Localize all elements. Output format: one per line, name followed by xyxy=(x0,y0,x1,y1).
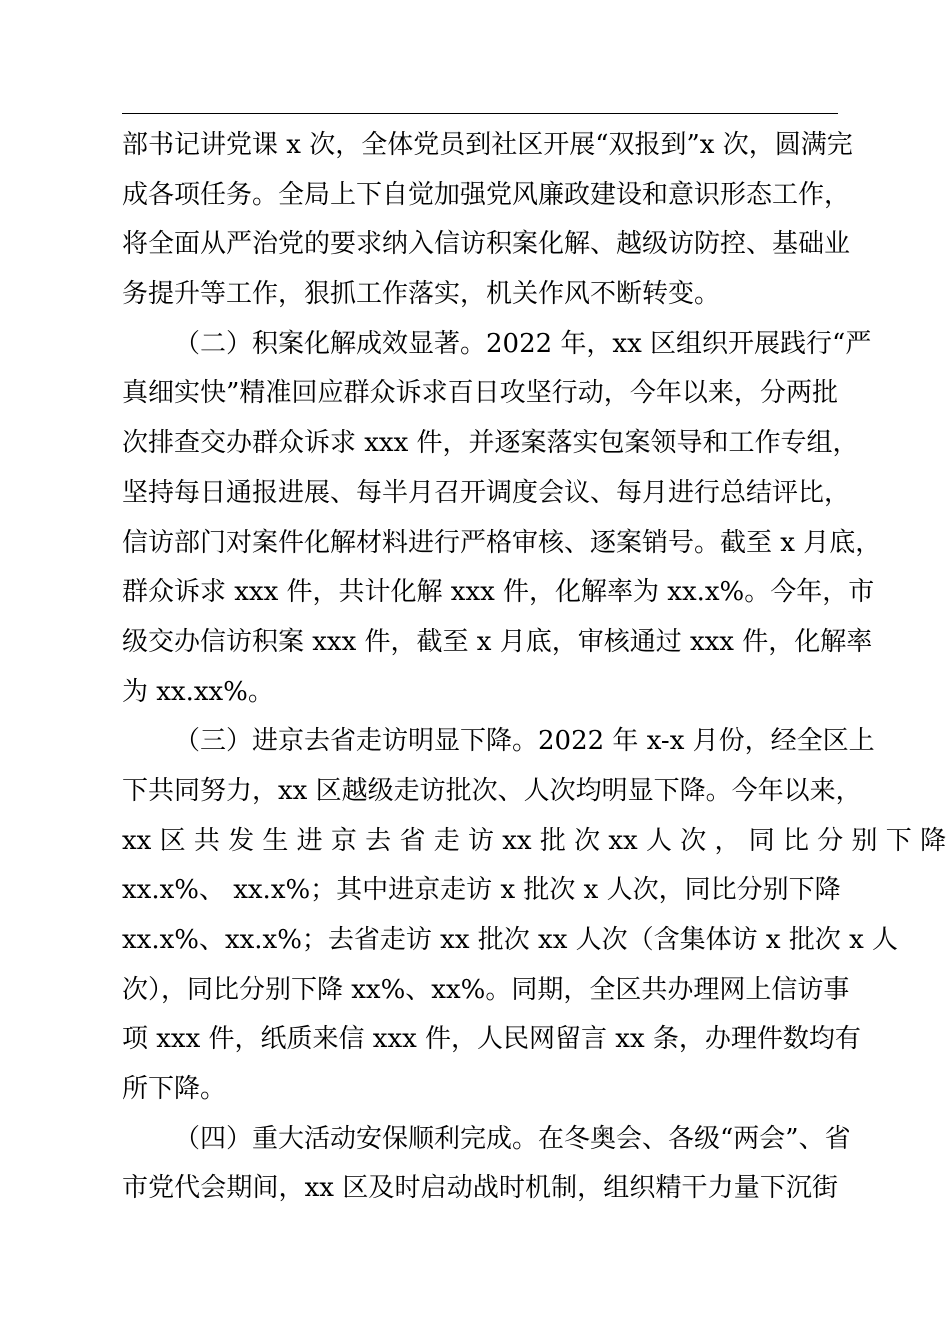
text-line: 所下降。 xyxy=(122,1074,227,1105)
section-heading-2: （二）积案化解成效显著。2022 年，xx 区组织开展践行“严 xyxy=(174,328,872,359)
header-rule xyxy=(122,113,838,114)
section-heading-3: （三）进京去省走访明显下降。2022 年 x-x 月份，经全区上 xyxy=(174,726,875,757)
text-line: xx 区 共 发 生 进 京 去 省 走 访 xx 批 次 xx 人 次 ， 同 比 分 别 下 降 xyxy=(122,825,947,856)
text-line: 市党代会期间，xx 区及时启动战时机制，组织精干力量下沉街 xyxy=(122,1173,838,1204)
text-line: 部书记讲党课 x 次，全体党员到社区开展“双报到”x 次，圆满完 xyxy=(122,130,853,160)
text-line: 下共同努力，xx 区越级走访批次、人次均明显下降。今年以来， xyxy=(122,775,862,806)
text-line: 为 xx.xx%。 xyxy=(122,676,274,707)
text-line: 项 xxx 件，纸质来信 xxx 件，人民网留言 xx 条，办理件数均有 xyxy=(122,1024,861,1055)
body-text xyxy=(122,124,947,1217)
text-line: xx.x%、 xx.x%；其中进京走访 x 批次 x 人次，同比分别下降 xyxy=(122,875,841,906)
text-line: 级交办信访积案 xxx 件，截至 x 月底，审核通过 xxx 件，化解率 xyxy=(122,626,873,657)
text-line: 真细实快”精准回应群众诉求百日攻坚行动，今年以来，分两批 xyxy=(122,378,838,409)
text-line: 将全面从严治党的要求纳入信访积案化解、越级访防控、基础业 xyxy=(122,229,851,260)
text-line: xx.x%、xx.x%；去省走访 xx 批次 xx 人次（含集体访 x 批次 x 人 xyxy=(122,925,899,955)
text-line: 坚持每日通报进展、每半月召开调度会议、每月进行总结评比， xyxy=(122,477,851,508)
text-line: 成各项任务。全局上下自觉加强党风廉政建设和意识形态工作， xyxy=(122,179,851,210)
text-line: 务提升等工作，狠抓工作落实，机关作风不断转变。 xyxy=(122,279,721,310)
text-line: 次排查交办群众诉求 xxx 件，并逐案落实包案领导和工作专组， xyxy=(122,428,859,459)
text-line: 次），同比分别下降 xx%、xx%。同期，全区共办理网上信访事 xyxy=(122,974,850,1005)
section-heading-4: （四）重大活动安保顺利完成。在冬奥会、各级“两会”、省 xyxy=(174,1123,851,1154)
text-line: 信访部门对案件化解材料进行严格审核、逐案销号。截至 x 月底， xyxy=(122,527,882,558)
text-line: 群众诉求 xxx 件，共计化解 xxx 件，化解率为 xx.x%。今年，市 xyxy=(122,577,875,608)
